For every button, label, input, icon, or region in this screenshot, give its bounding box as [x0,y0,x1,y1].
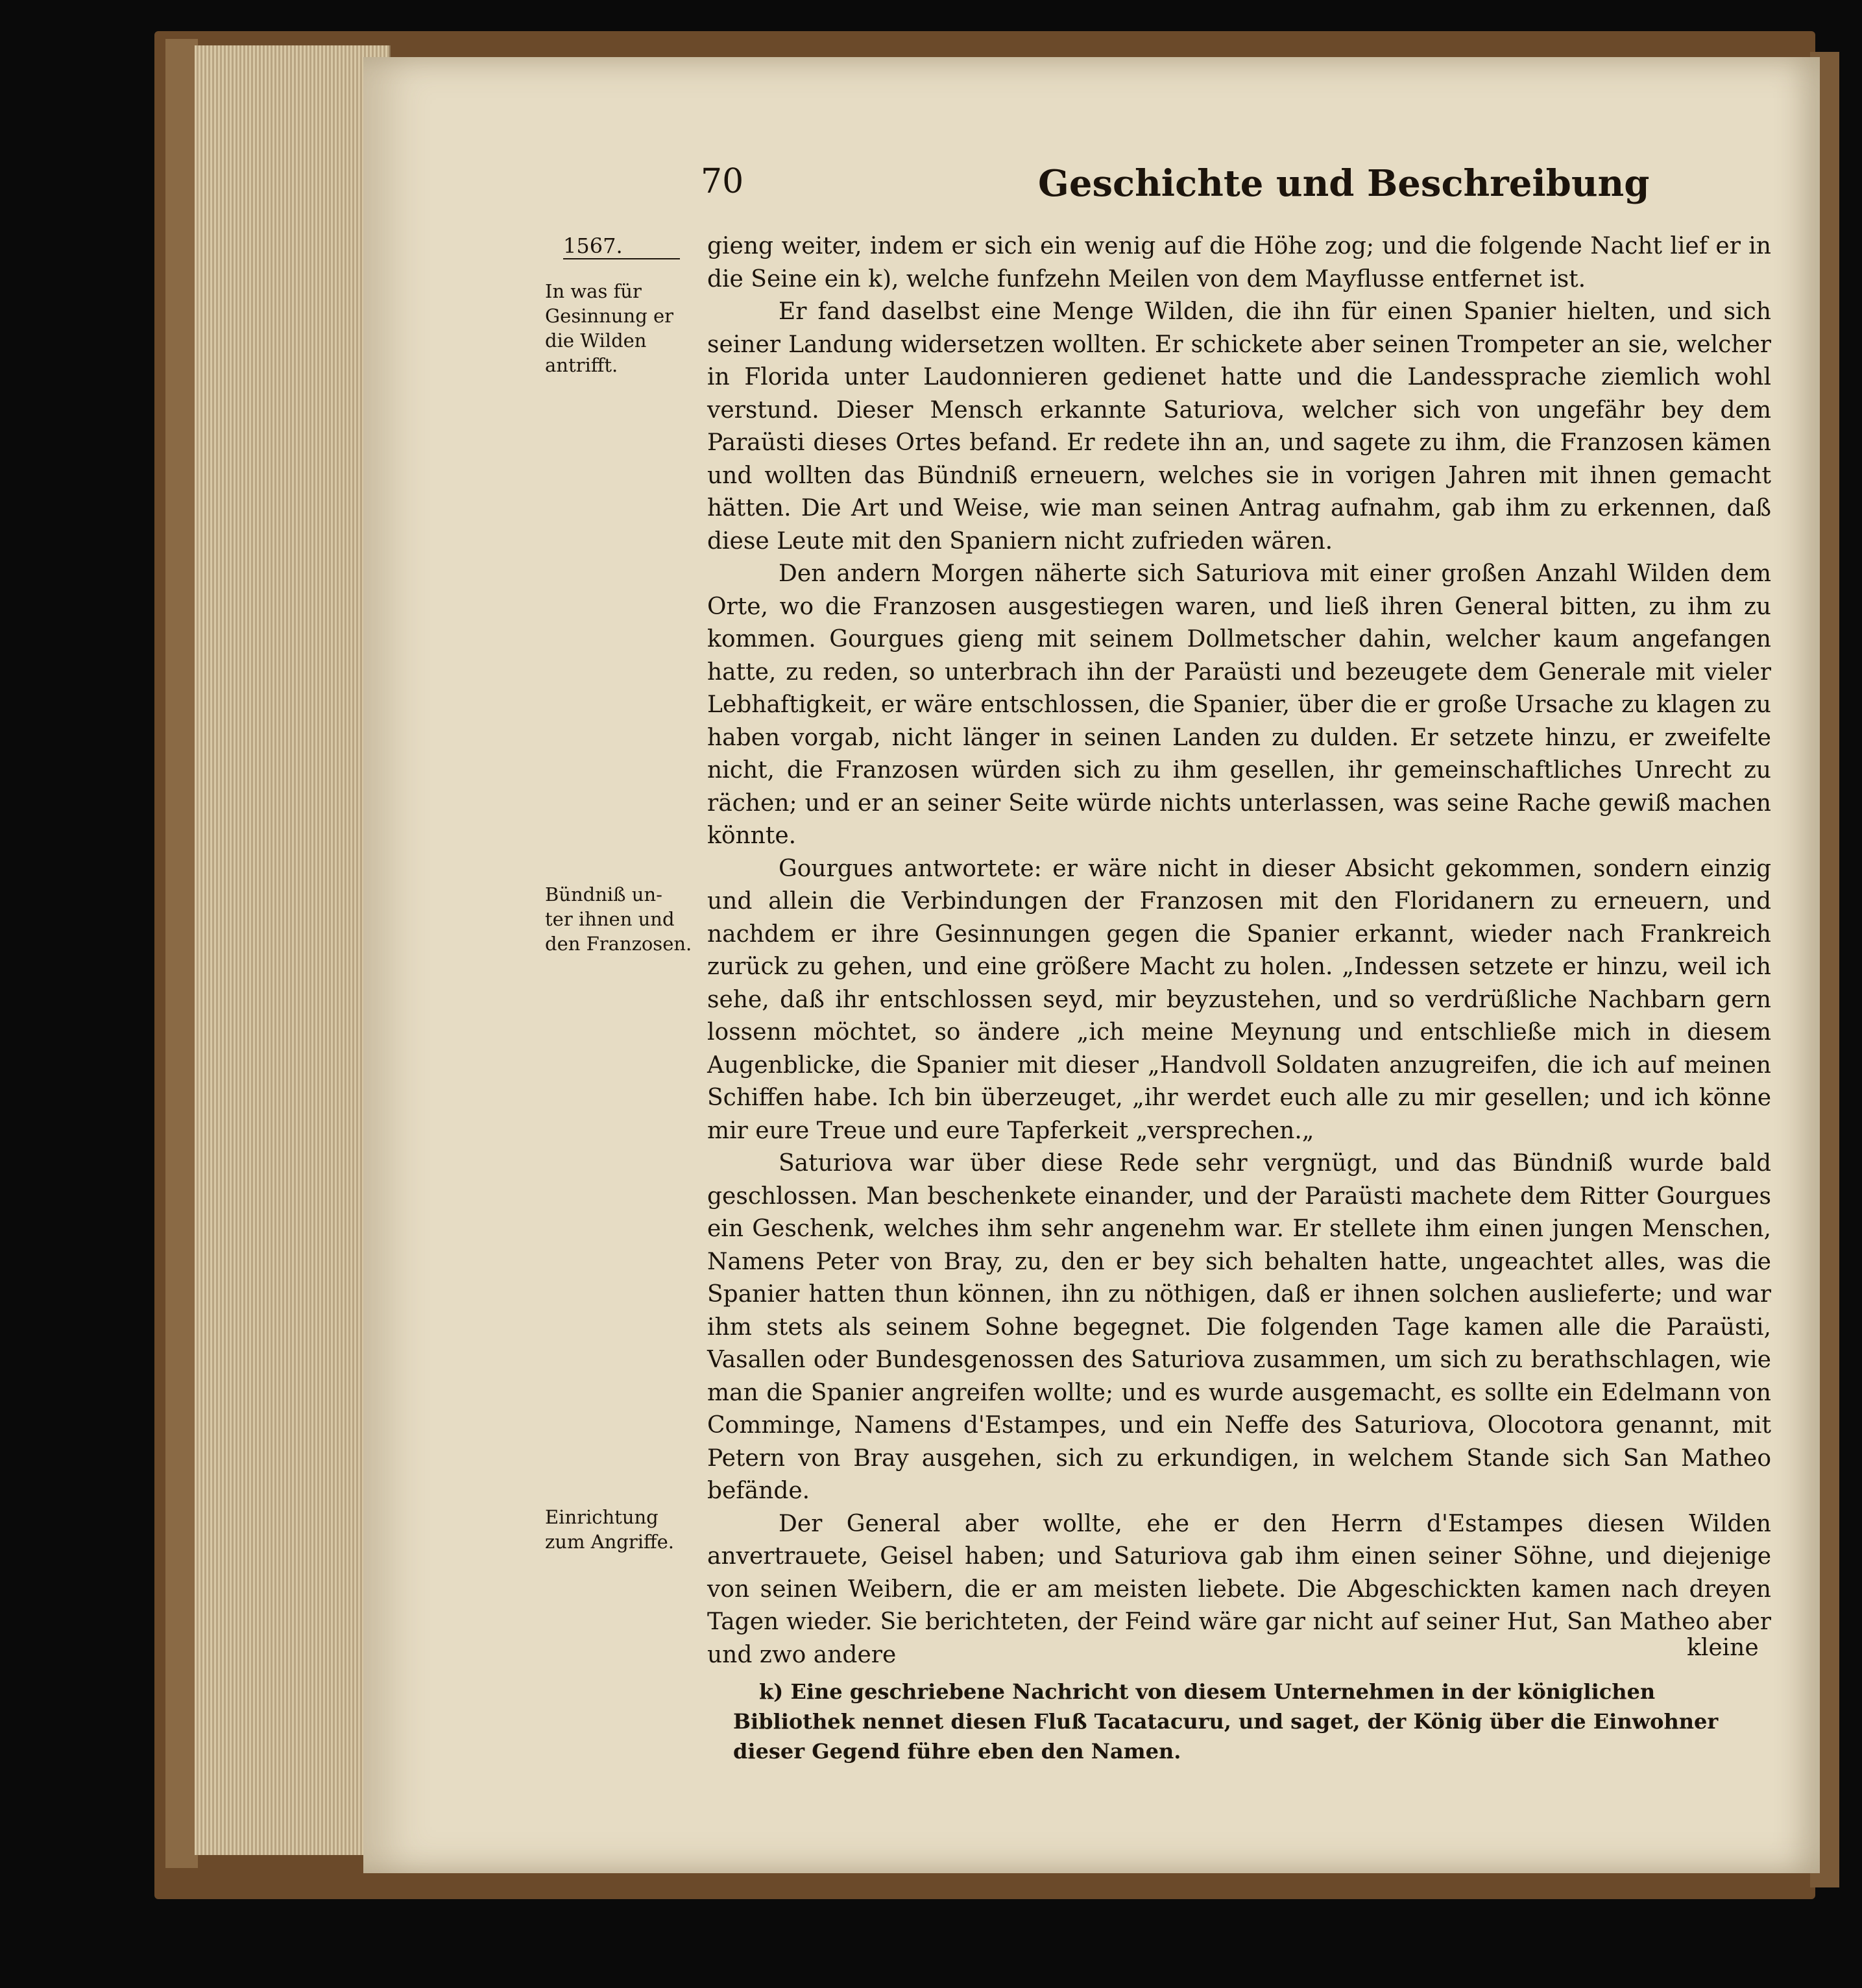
page-header [701,162,1650,214]
book-spine-left [165,39,198,1868]
paragraph: Den andern Morgen näherte sich Saturiova mit einer großen Anzahl Wilden dem Orte, wo die Franzosen ausgestiegen waren, und ließ ihren General bitten, zu ihm zu kommen. Gourgues gieng mit seinem Dollmetscher dahin, welcher kaum angefangen hatte, zu reden, so unterbrach ihn der Paraüsti und bezeugete dem Generale mit vieler Lebhaftigkeit, er wäre entschlossen, die Spanier, über die er große Ursache zu klagen zu haben vorgab, nicht länger in seinen Landen zu dulden. Er setzete hinzu, er zweifelte nicht, die Franzosen würden sich zu ihm gesellen, ihr gemeinschaftliches Unrecht zu rächen; und er an seiner Seite würde nichts unterlassen, was seine Rache gewiß machen könnte. [707,560,1771,849]
margin-year: 1567. [563,234,680,259]
paragraph: Gourgues antwortete: er wäre nicht in dieser Absicht gekommen, sondern einzig und allein die Verbindungen der Franzosen mit den Floridanern zu erneuern, und nachdem er ihre Gesinnungen gegen die Spanier erkannt, wieder nach Frankreich zurück zu gehen, und eine größere Macht zu holen. „Indessen setzete er hinzu, weil ich sehe, daß ihr entschlossen seyd, mir beyzustehen, und so verdrüßliche Nachbarn gern lossenn möchtet, so ändere „ich meine Meynung und entschließe mich in diesem Augenblicke, die Spanier mit dieser „Handvoll Soldaten anzugreifen, die ich auf meinen Schiffen habe. Ich bin überzeuget, „ihr werdet euch alle zu mir gesellen; und ich könne mir eure Treue und eure Tapferkeit „versprechen.„ [707,855,1771,1144]
page-edges [195,45,391,1855]
paragraph: gieng weiter, indem er sich ein wenig auf die Höhe zog; und die folgende Nacht lief er in die Seine ein k), welche funfzehn Meilen von dem Mayflusse entfernet ist. [707,233,1771,293]
catchword: kleine [1687,1635,1759,1661]
running-head: Geschichte und Beschreibung [1038,162,1650,205]
footnote: k) Eine geschriebene Nachricht von diesem Unternehmen in der königlichen Bibliothek nennet diesen Fluß Tacatacuru, und saget, der König über die Einwohner dieser Gegend führe eben den Namen. [733,1679,1719,1764]
margin-note-buendniss: Bündniß un- ter ihnen und den Franzosen. [545,883,692,955]
paragraph: Saturiova war über diese Rede sehr vergnügt, und das Bündniß wurde bald geschlossen. Man beschenkete einander, und der Paraüsti machete dem Ritter Gourgues ein Geschenk, welches ihm sehr angenehm war. Er stellete ihm einen jungen Menschen, Namens Peter von Bray, zu, den er bey sich behalten hatte, ungeachtet alles, was die Spanier hatten thun können, ihn zu nöthigen, daß er ihnen solchen auslieferte; und war ihm stets als seinem Sohne begegnet. Die folgenden Tage kamen alle die Paraüsti, Vasallen oder Bundesgenossen des Saturiova zusammen, um sich zu berathschlagen, wie man die Spanier angreifen wollte; und es wurde ausgemacht, es sollte ein Edelmann von Comminge, Namens d'Estampes, und ein Neffe des Saturiova, Olocotora genannt, mit Petern von Bray ausgehen, sich zu erkundigen, in welchem Stande sich San Matheo befände. [707,1150,1771,1504]
paragraph: Er fand daselbst eine Menge Wilden, die ihn für einen Spanier hielten, und sich seiner Landung widersetzen wollten. Er schickete aber seinen Trompeter an sie, welcher in Florida unter Laudonnieren gedienet hatte und die Landessprache ziemlich wohl verstund. Dieser Mensch erkannte Saturiova, welcher sich von ungefähr bey dem Paraüsti dieses Ortes befand. Er redete ihn an, und sagete zu ihm, die Franzosen kämen und wollten das Bündniß erneuern, welches sie in vorigen Jahren mit ihnen gemacht hätten. Die Art und Weise, wie man seinen Antrag aufnahm, gab ihm zu erkennen, daß diese Leute mit den Spaniern nicht zufrieden wären. [707,298,1771,555]
body-text [707,230,1771,1671]
page-number: 70 [701,162,744,201]
margin-note-gesinnung: In was für Gesinnung er die Wilden antrifft. [545,280,674,376]
margin-note-einrichtung: Einrichtung zum Angriffe. [545,1506,674,1553]
paragraph: Der General aber wollte, ehe er den Herrn d'Estampes diesen Wilden anvertrauete, Geisel haben; und Saturiova gab ihm einen seiner Söhne, und diejenige von seinen Weibern, die er am meisten liebete. Die Abgeschickten kamen nach dreyen Tagen wieder. Sie berichteten, der Feind wäre gar nicht auf seiner Hut, San Matheo aber und zwo andere [707,1510,1771,1668]
